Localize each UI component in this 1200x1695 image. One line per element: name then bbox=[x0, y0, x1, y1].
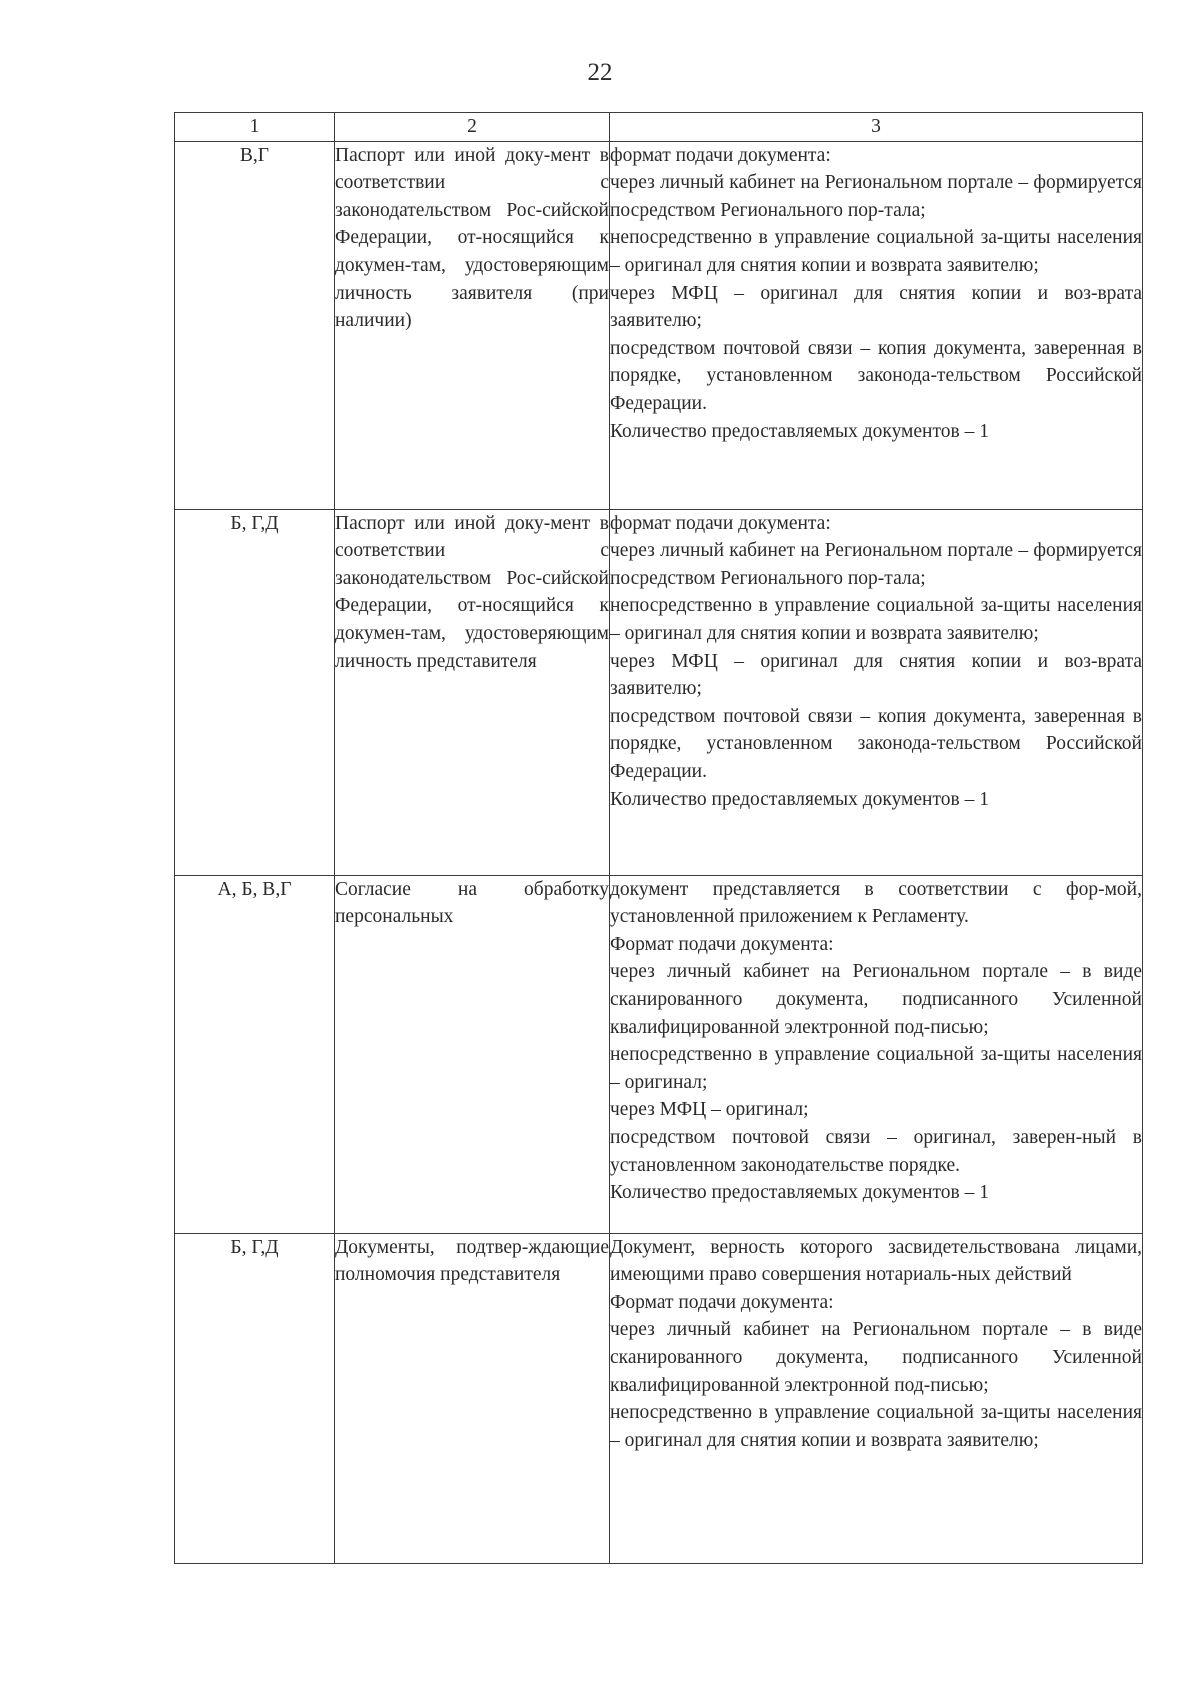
document-name-cell: Документы, подтвер-ждающие полномочия представителя bbox=[335, 1233, 610, 1563]
format-line: посредством почтовой связи – оригинал, заверен-ный в установленном законодательстве порядке. bbox=[610, 1126, 1142, 1176]
applicant-category-cell: В,Г bbox=[175, 141, 335, 509]
table-row bbox=[175, 509, 1143, 875]
format-line: Документ, верность которого засвидетельствована лицами, имеющими право совершения нотариаль-ных действий bbox=[610, 1236, 1142, 1286]
format-line: непосредственно в управление социальной за-щиты населения – оригинал для снятия копии и возврата заявителю; bbox=[610, 1402, 1142, 1451]
applicant-category-cell: Б, Г,Д bbox=[175, 509, 335, 875]
document-name-cell: Согласие на обработку персональных bbox=[335, 875, 610, 1233]
applicant-category-cell: А, Б, В,Г bbox=[175, 875, 335, 1233]
format-line: через личный кабинет на Региональном портале – формируется посредством Регионального пор-тала; bbox=[610, 540, 1142, 589]
format-line: посредством почтовой связи – копия документа, заверенная в порядке, установленном законода-тельством Российской Федерации. bbox=[610, 337, 1142, 414]
column-header-2: 2 bbox=[335, 113, 610, 142]
format-line: формат подачи документа: bbox=[610, 144, 831, 166]
format-line: формат подачи документа: bbox=[610, 512, 831, 534]
format-line: непосредственно в управление социальной за-щиты населения – оригинал; bbox=[610, 1044, 1142, 1093]
submission-format-cell bbox=[610, 1233, 1143, 1563]
document-name-cell: Паспорт или иной доку-мент в соответствии с законодательством Рос-сийской Федерации, от-носящийся к докумен-там, удостоверяющим личность заявителя (при наличии) bbox=[335, 141, 610, 509]
format-line: посредством почтовой связи – копия документа, заверенная в порядке, установленном законода-тельством Российской Федерации. bbox=[610, 705, 1142, 782]
page-number: 22 bbox=[587, 59, 613, 86]
format-line: непосредственно в управление социальной за-щиты населения – оригинал для снятия копии и возврата заявителю; bbox=[610, 227, 1142, 276]
table-row bbox=[175, 141, 1143, 509]
submission-format-cell bbox=[610, 141, 1143, 509]
document-table bbox=[174, 112, 1143, 1564]
table-header-row bbox=[175, 113, 1143, 142]
format-line: через личный кабинет на Региональном портале – формируется посредством Регионального пор-тала; bbox=[610, 172, 1142, 221]
format-line: через МФЦ – оригинал; bbox=[610, 1099, 809, 1121]
format-line: через личный кабинет на Региональном портале – в виде сканированного документа, подписанного Усиленной квалифицированной электронной под-писью; bbox=[610, 1319, 1142, 1396]
format-line: непосредственно в управление социальной за-щиты населения – оригинал для снятия копии и возврата заявителю; bbox=[610, 595, 1142, 644]
format-line: Количество предоставляемых документов – 1 bbox=[610, 1182, 989, 1204]
format-line: Количество предоставляемых документов – 1 bbox=[610, 420, 989, 442]
column-header-3: 3 bbox=[610, 113, 1143, 142]
submission-format-cell bbox=[610, 509, 1143, 875]
table-row bbox=[175, 875, 1143, 1233]
format-line: через МФЦ – оригинал для снятия копии и воз-врата заявителю; bbox=[610, 282, 1142, 332]
format-line: Количество предоставляемых документов – 1 bbox=[610, 788, 989, 810]
format-line: через МФЦ – оригинал для снятия копии и воз-врата заявителю; bbox=[610, 650, 1142, 700]
column-header-1: 1 bbox=[175, 113, 335, 142]
submission-format-cell bbox=[610, 875, 1143, 1233]
format-line: Формат подачи документа: bbox=[610, 1291, 834, 1313]
format-line: через личный кабинет на Региональном портале – в виде сканированного документа, подписанного Усиленной квалифицированной электронной под-писью; bbox=[610, 961, 1142, 1038]
format-line: документ представляется в соответствии с фор-мой, установленной приложением к Регламенту. bbox=[610, 878, 1142, 928]
format-line: Формат подачи документа: bbox=[610, 933, 834, 955]
applicant-category-cell: Б, Г,Д bbox=[175, 1233, 335, 1563]
table-row bbox=[175, 1233, 1143, 1563]
document-name-cell: Паспорт или иной доку-мент в соответствии с законодательством Рос-сийской Федерации, от-носящийся к докумен-там, удостоверяющим личность представителя bbox=[335, 509, 610, 875]
